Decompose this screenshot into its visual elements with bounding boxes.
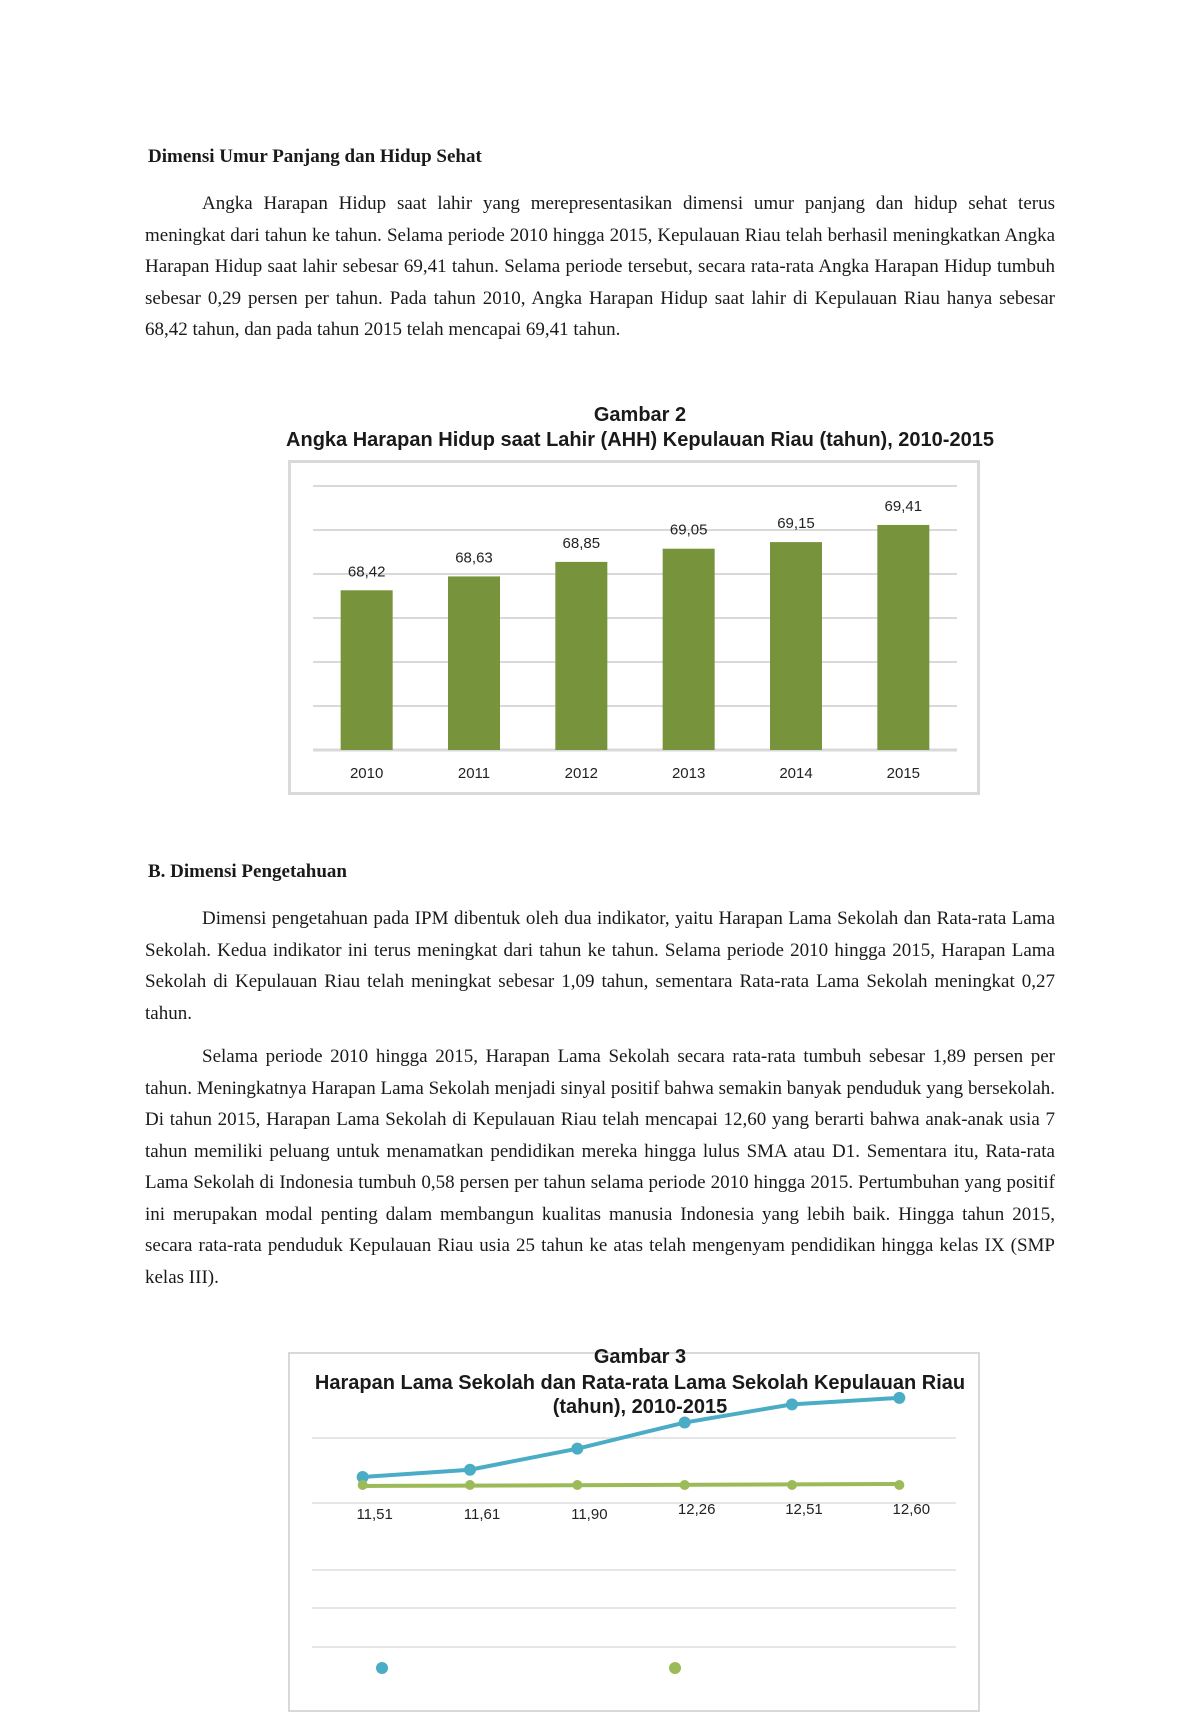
figure2-title: Angka Harapan Hidup saat Lahir (AHH) Kepulauan Riau (tahun), 2010-2015	[286, 429, 994, 451]
series-hls-point	[464, 1464, 476, 1476]
bar-2014	[770, 542, 822, 750]
figure3-label: Gambar 3	[593, 1346, 687, 1368]
figure3-title-line2: (tahun), 2010-2015	[552, 1396, 728, 1418]
bar-data-label: 68,85	[562, 534, 601, 552]
paragraph-pengetahuan-2: Selama periode 2010 hingga 2015, Harapan Lama Sekolah secara rata-rata tumbuh sebesar 1,89 persen per tahun. Meningkatnya Harapan Lama Sekolah menjadi sinyal positif bahwa semakin banyak penduduk yang bersekolah. Di tahun 2015, Harapan Lama Sekolah di Kepulauan Riau telah mencapai 12,60 yang berarti bahwa anak-anak usia 7 tahun memiliki peluang untuk menamatkan pendidikan mereka hingga lulus SMA atau D1. Sementara itu, Rata-rata Lama Sekolah di Indonesia tumbuh 0,58 persen per tahun selama periode 2010 hingga 2015. Pertumbuhan yang positif ini merupakan modal penting dalam membangun kualitas manusia Indonesia yang lebih baik. Hingga tahun 2015, secara rata-rata penduduk Kepulauan Riau usia 25 tahun ke atas telah mengenyam pendidikan hingga kelas IX (SMP kelas III).	[145, 1046, 1055, 1288]
series-rls-point	[465, 1480, 475, 1490]
x-tick-label: 2013	[671, 765, 706, 782]
paragraph-ahh: Angka Harapan Hidup saat lahir yang merepresentasikan dimensi umur panjang dan hidup sehat terus meningkat dari tahun ke tahun. Selama periode 2010 hingga 2015, Kepulauan Riau telah berhasil meningkatkan Angka Harapan Hidup saat lahir sebesar 69,41 tahun. Selama periode tersebut, secara rata-rata Angka Harapan Hidup tumbuh sebesar 0,29 persen per tahun. Pada tahun 2010, Angka Harapan Hidup saat lahir di Kepulauan Riau hanya sebesar 68,42 tahun, dan pada tahun 2015 telah mencapai 69,41 tahun.	[145, 193, 1055, 340]
x-tick-label: 2015	[886, 765, 921, 782]
x-tick-label: 2012	[564, 765, 599, 782]
chart-ahh	[291, 463, 977, 792]
chart-ahh-frame	[288, 460, 980, 795]
bar-2012	[555, 562, 607, 750]
x-tick-label: 2014	[779, 765, 813, 782]
series-hls-data-label: 11,61	[463, 1506, 501, 1523]
bar-data-label: 69,41	[884, 497, 923, 515]
bar-2010	[341, 590, 393, 750]
series-hls-data-label: 12,51	[785, 1501, 823, 1518]
series-rls-point	[894, 1480, 904, 1490]
series-hls-data-label: 11,90	[571, 1506, 608, 1523]
legend-marker-hls	[376, 1662, 388, 1674]
bar-data-label: 69,15	[777, 515, 815, 533]
x-tick-label: 2010	[349, 765, 384, 782]
series-hls-data-label: 11,51	[356, 1506, 393, 1523]
series-hls-data-label: 12,26	[677, 1501, 716, 1518]
section-heading-umur-panjang: Dimensi Umur Panjang dan Hidup Sehat	[148, 146, 482, 167]
series-hls-point	[571, 1443, 583, 1455]
series-rls-point	[680, 1480, 690, 1490]
series-rls-point	[358, 1480, 368, 1490]
bar-2015	[877, 525, 929, 750]
bar-data-label: 68,42	[347, 563, 386, 581]
bar-data-label: 68,63	[455, 549, 493, 567]
legend-marker-rls	[669, 1662, 681, 1674]
series-rls-line	[363, 1484, 900, 1486]
bar-2013	[663, 549, 715, 750]
paragraph-pengetahuan-1: Dimensi pengetahuan pada IPM dibentuk oleh dua indikator, yaitu Harapan Lama Sekolah dan Rata-rata Lama Sekolah. Kedua indikator ini terus meningkat dari tahun ke tahun. Selama periode 2010 hingga 2015, Harapan Lama Sekolah di Kepulauan Riau telah meningkat sebesar 1,09 tahun, sementara Rata-rata Lama Sekolah meningkat 0,27 tahun.	[145, 908, 1055, 1024]
bar-2011	[448, 576, 500, 750]
series-hls-data-label: 12,60	[892, 1501, 931, 1518]
section-heading-pengetahuan: B. Dimensi Pengetahuan	[148, 861, 347, 882]
figure2-label: Gambar 2	[593, 404, 687, 426]
bar-data-label: 69,05	[669, 521, 708, 539]
figure3-title-line1: Harapan Lama Sekolah dan Rata-rata Lama Sekolah Kepulauan Riau	[314, 1372, 966, 1394]
series-rls-point	[787, 1480, 797, 1490]
x-tick-label: 2011	[457, 765, 491, 782]
series-rls-point	[572, 1480, 582, 1490]
